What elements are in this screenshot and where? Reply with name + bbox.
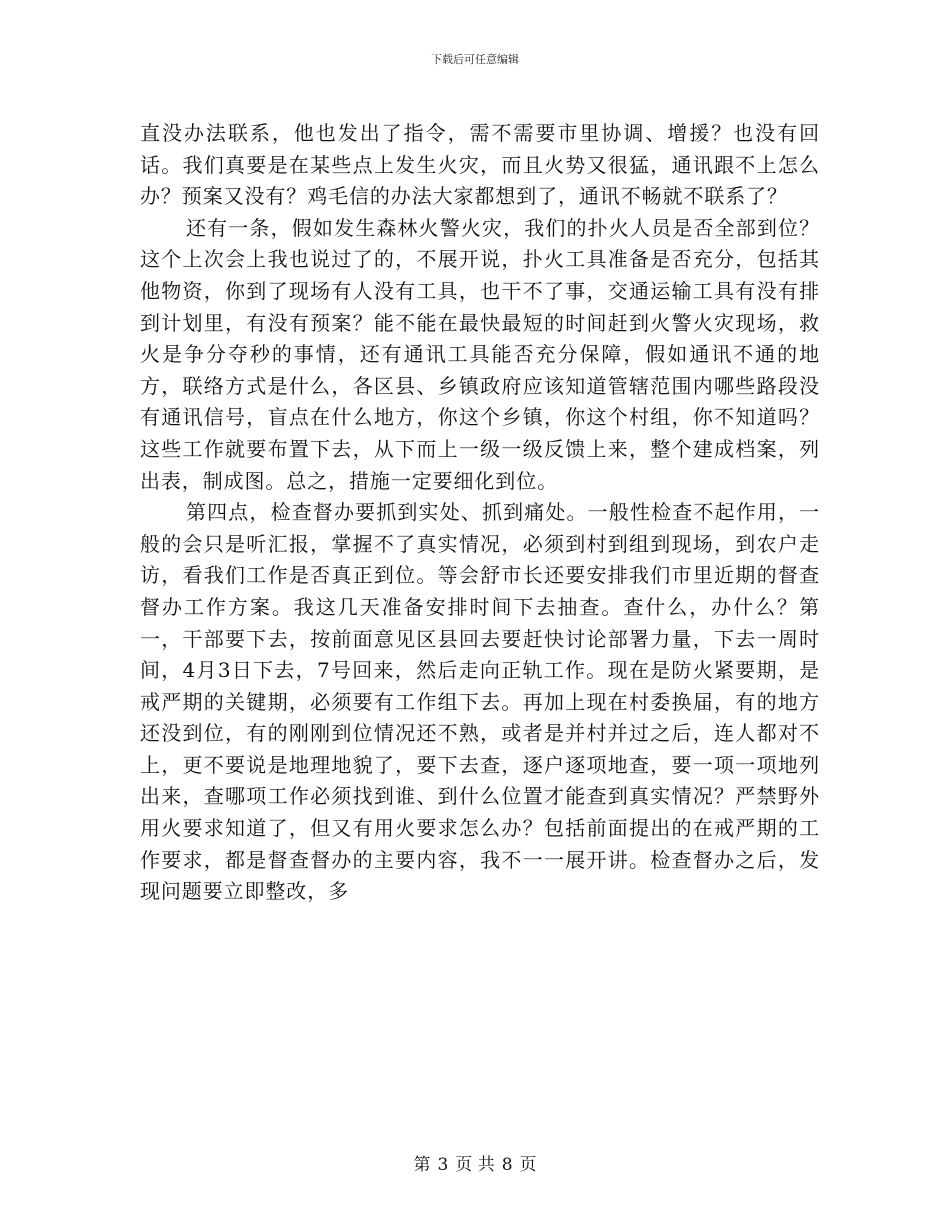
footer-prefix: 第	[413, 1155, 431, 1175]
total-page-number: 8	[501, 1155, 513, 1175]
paragraph-point-four-inspection: 第四点，检查督办要抓到实处、抓到痛处。一般性检查不起作用，一般的会只是听汇报，掌握不了真实情况，必须到村到组到现场，到农户走访，看我们工作是否真正到位。等会舒市长还要安排我们市里近期的督查督办工作方案。我这几天准备安排时间下去抽查。查什么，办什么？第一，干部要下去，按前面意见区县回去要赶快讨论部署力量，下去一周时间，4月3日下去，7号回来，然后走向正轨工作。现在是防火紧要期，是戒严期的关键期，必须要有工作组下去。再加上现在村委换届，有的地方还没到位，有的刚刚到位情况还不熟，或者是并村并过之后，连人都对不上，更不要说是地理地貌了，要下去查，逐户逐项地查，要一项一项地列出来，查哪项工作必须找到谁、到什么位置才能查到真实情况？严禁野外用火要求知道了，但又有用火要求怎么办？包括前面提出的在戒严期的工作要求，都是督查督办的主要内容，我不一一展开讲。检查督办之后，发现问题要立即整改，多	[140, 500, 820, 904]
footer-middle: 页 共	[455, 1155, 495, 1175]
current-page-number: 3	[437, 1155, 449, 1175]
paragraph-continued: 直没办法联系，他也发出了指令，需不需要市里协调、增援？也没有回话。我们真要是在某些点上发生火灾，而且火势又很猛，通讯跟不上怎么办？预案又没有？鸡毛信的办法大家都想到了，通讯不畅就不联系了？	[140, 121, 820, 209]
footer-suffix: 页	[519, 1155, 537, 1175]
page-footer	[0, 1155, 950, 1175]
page-header: 下载后可任意编辑	[431, 53, 519, 66]
paragraph-firefighting-readiness: 还有一条，假如发生森林火警火灾，我们的扑火人员是否全部到位？这个上次会上我也说过了的，不展开说，扑火工具准备是否充分，包括其他物资，你到了现场有人没有工具，也干不了事，交通运输工具有没有排到计划里，有没有预案？能不能在最快最短的时间赶到火警火灾现场，救火是争分夺秒的事情，还有通讯工具能否充分保障，假如通讯不通的地方，联络方式是什么，各区县、乡镇政府应该知道管辖范围内哪些路段没有通讯信号，盲点在什么地方，你这个乡镇，你这个村组，你不知道吗？这些工作就要布置下去，从下而上一级一级反馈上来，整个建成档案，列出表，制成图。总之，措施一定要细化到位。	[140, 215, 820, 493]
document-body	[140, 118, 820, 908]
